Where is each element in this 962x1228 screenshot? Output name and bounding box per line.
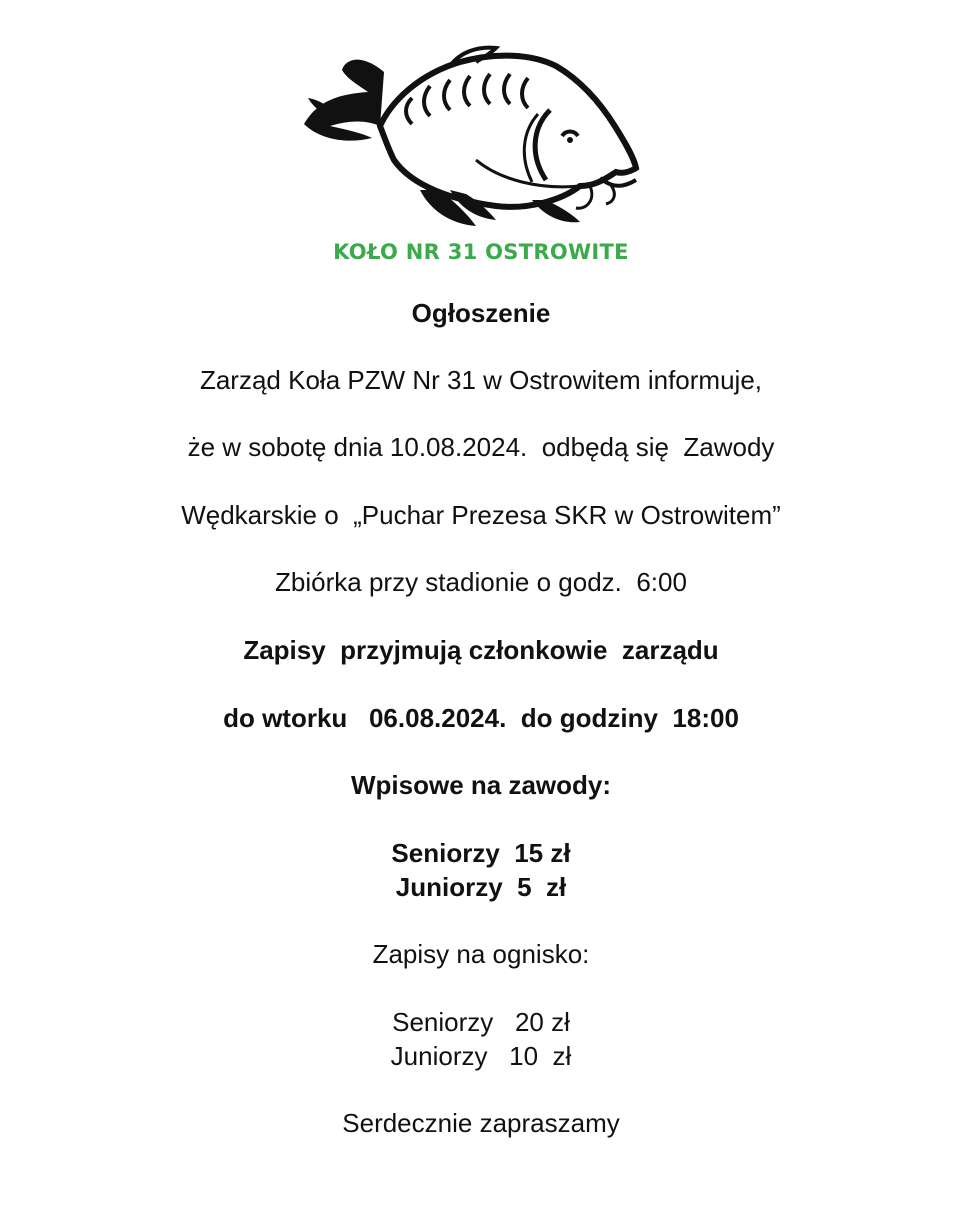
- closing-text: Serdecznie zapraszamy: [342, 1108, 620, 1138]
- announcement-line-4: Zbiórka przy stadionie o godz. 6:00: [275, 567, 687, 597]
- announcement-title: Ogłoszenie: [411, 298, 551, 328]
- bonfire-heading: Zapisy na ognisko:: [372, 939, 590, 969]
- announcement-line-2: że w sobotę dnia 10.08.2024. odbędą się Zawody: [187, 432, 775, 462]
- carp-fish-icon: [300, 40, 645, 230]
- bonfire-seniors: Seniorzy 20 zł: [392, 1007, 570, 1037]
- entry-fee-heading: Wpisowe na zawody:: [350, 770, 612, 800]
- announcement-line-1: Zarząd Koła PZW Nr 31 w Ostrowitem informuje,: [199, 365, 763, 395]
- signup-line-2: do wtorku 06.08.2024. do godziny 18:00: [223, 703, 739, 733]
- club-name: KOŁO NR 31 OSTROWITE: [333, 240, 629, 264]
- bonfire-juniors: Juniorzy 10 zł: [390, 1041, 572, 1071]
- entry-fee-seniors: Seniorzy 15 zł: [391, 838, 571, 868]
- entry-fee-juniors: Juniorzy 5 zł: [395, 872, 567, 902]
- signup-line-1: Zapisy przyjmują członkowie zarządu: [243, 635, 719, 665]
- announcement-line-3: Wędkarskie o „Puchar Prezesa SKR w Ostrowitem”: [181, 500, 781, 530]
